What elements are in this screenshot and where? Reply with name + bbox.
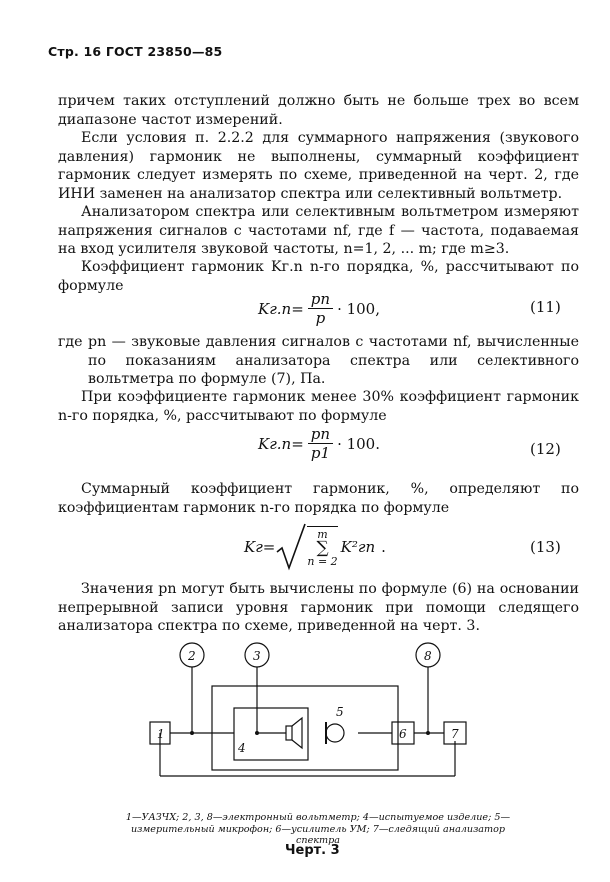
label-4: 4 [238,741,246,755]
paragraph-2: Если условия п. 2.2.2 для суммарного напряжения (звукового давления) гармоник не выполнены, суммарный коэффициент гармоник следует измерять по схеме, приведенной на черт. 2, где ИНИ заменен на анализатор спектра или селективный вольтметр. [58,130,579,202]
junction-dot [426,731,430,735]
formula-11 [258,290,380,327]
formula-13-term: K²гn [340,538,376,556]
chamber-box [212,686,398,770]
formula-12-fraction [308,425,333,462]
formula-12-numerator: pn [308,425,333,444]
formula-13-sum-top: m [317,527,328,541]
label-5: 5 [336,705,344,719]
paragraph-4: Коэффициент гармоник Kг.n n-го порядка, %, рассчитывают по формуле [58,259,579,294]
label-6: 6 [399,727,407,741]
formula-13-tail: . [381,538,386,556]
speaker-icon [286,726,292,740]
junction-dot [255,731,259,735]
sigma-icon: ∑ [316,537,329,558]
formula-13-sum-bottom: n = 2 [307,554,338,568]
formula-13-sum [307,526,337,567]
paragraph-1: причем таких отступлений должно быть не больше трех во всем диапазоне частот измерений. [58,93,579,128]
microphone-icon [326,724,344,742]
figure-caption: 1—УАЗЧХ; 2, 3, 8—электронный вольтметр; 4—испытуемое изделие; 5—измерительный микрофон; 6—усилитель УМ; 7—следящий анализатор спектра [125,812,511,846]
paragraph-6: При коэффициенте гармоник менее 30% коэффициент гармоник n-го порядка, %, рассчитывают по формуле [58,389,579,424]
paragraph-5: где pn — звуковые давления сигналов с частотами nf, вычисленные по показаниям анализатора спектра или селективного вольтметра по формуле (7), Па. [58,334,579,388]
formula-12-tail: · 100. [337,434,380,453]
formula-13 [244,522,386,572]
label-1: 1 [157,727,165,741]
formula-12 [258,425,380,462]
formula-12-denominator: p1 [310,444,330,462]
formula-11-lhs: Kг.n= [258,299,304,318]
formula-11-denominator: p [315,309,326,327]
formula-13-lhs: Kг= [244,538,276,556]
formula-11-fraction [308,290,333,327]
equation-number-13: (13) [530,538,561,556]
paragraph-8: Значения pn могут быть вычислены по формуле (6) на основании непрерывной записи уровня гармоник при помощи следящего анализатора спектра по схеме, приведенной на черт. 3. [58,581,579,635]
equation-number-11: (11) [530,298,561,316]
page-header: Стр. 16 ГОСТ 23850—85 [48,44,223,59]
speaker-cone-icon [292,718,302,748]
formula-11-tail: · 100, [337,299,380,318]
formula-12-lhs: Kг.n= [258,434,304,453]
block-diagram [130,638,490,808]
label-3: 3 [253,649,261,663]
figure-title: Черт. 3 [285,843,340,858]
label-8: 8 [424,649,432,663]
label-7: 7 [451,727,459,741]
paragraph-3: Анализатором спектра или селективным вольтметром измеряют напряжения сигналов с частотами nf, где f — частота, подаваемая на вход усилителя звуковой частоты, n=1, 2, ... m; где m≥3. [58,204,579,258]
paragraph-7: Суммарный коэффициент гармоник, %, определяют по коэффициентам гармоник n-го порядка по формуле [58,481,579,516]
label-2: 2 [188,649,196,663]
formula-11-numerator: pn [308,290,333,309]
junction-dot [190,731,194,735]
radical-sign-icon [275,522,307,572]
equation-number-12: (12) [530,440,561,458]
